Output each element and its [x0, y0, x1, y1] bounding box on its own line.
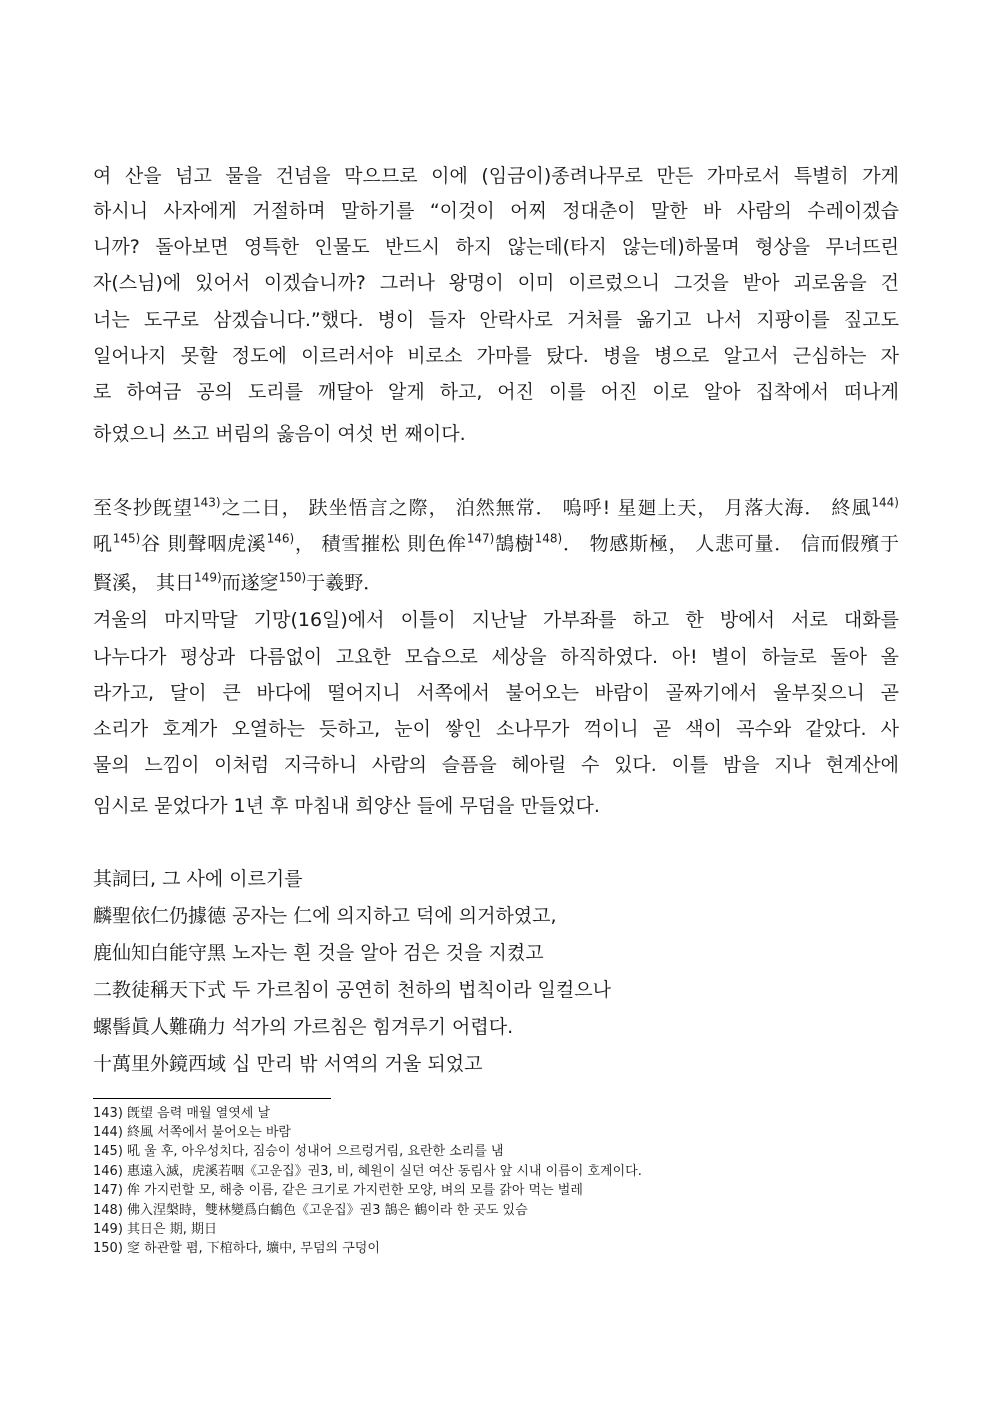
classical-text: 谷 則聲咽虎溪	[140, 533, 267, 555]
classical-text: ． 物感斯極， 人悲可量． 信而假殯于	[562, 533, 899, 555]
classical-text: 于羲野．	[306, 572, 383, 594]
footnote-ref[interactable]: 146)	[266, 531, 295, 546]
footnote-separator	[93, 1098, 331, 1099]
footnote: 146) 惠遠入滅，虎溪若咽《고운집》권3, 비, 혜원이 실던 여산 동림사 앞 시내 이름이 호계이다.	[93, 1164, 642, 1179]
footnote-ref[interactable]: 144)	[871, 495, 899, 510]
paragraph1-line: 일어나지 못할 정도에 이르러서야 비로소 가마를 탔다. 병을 병으로 알고서 근심하는 자	[93, 345, 899, 367]
footnote: 150) 窆 하관할 폄, 下棺하다, 壙中, 무덤의 구덩이	[93, 1241, 380, 1256]
paragraph2-line: 라가고, 달이 큰 바다에 떨어지니 서쪽에서 불어오는 바람이 골짜기에서 울부짖으니 곧	[93, 682, 899, 704]
classical-text: 賢溪， 其日	[93, 572, 195, 594]
paragraph1-line: 너는 도구로 삼겠습니다.”했다. 병이 들자 안락사로 거처를 옮기고 나서 지팡이를 짚고도	[93, 309, 899, 331]
classical-text: 吼	[93, 533, 113, 555]
footnote: 148) 佛入涅槃時，雙林變爲白鶴色《고운집》권3 鵠은 鶴이라 한 곳도 있슴	[93, 1203, 528, 1218]
footnote-ref[interactable]: 147)	[466, 531, 495, 546]
classical-text: ， 積雪摧松 則色侔	[294, 533, 467, 555]
poem-line: 鹿仙知白能守黑 노자는 흰 것을 알아 검은 것을 지켰고	[93, 942, 544, 964]
paragraph2-line: 물의 느낌이 이처럼 지극하니 사람의 슬픔을 헤아릴 수 있다. 이틀 밤을 지나 현계산에	[93, 754, 899, 776]
footnote: 145) 吼 울 후, 아우성치다, 짐승이 성내어 으르렁거림, 요란한 소리를 냄	[93, 1144, 504, 1159]
classical-text: 之二日， 趺坐悟言之際， 泊然無常． 嗚呼! 星廻上天， 月落大海． 終風	[220, 497, 872, 519]
footnote: 147) 侔 가지런할 모, 해충 이름, 같은 크기로 가지런한 모양, 벼의 모를 갉아 먹는 벌레	[93, 1183, 583, 1198]
classical-text: 而遂窆	[221, 572, 279, 594]
poem-line: 螺髻眞人難确力 석가의 가르침은 힘겨루기 어렵다.	[93, 1016, 514, 1038]
footnote-ref[interactable]: 145)	[112, 531, 141, 546]
poem-line: 十萬里外鏡西域 십 만리 밖 서역의 거울 되었고	[93, 1053, 483, 1075]
classical-text: 至冬抄旣望	[93, 497, 193, 519]
paragraph2-line: 임시로 묻었다가 1년 후 마침내 희양산 들에 무덤을 만들었다.	[93, 795, 600, 817]
footnote-ref[interactable]: 148)	[534, 531, 563, 546]
paragraph1-line: 자(스님)에 있어서 이겠습니까? 그러나 왕명이 이미 이르렀으니 그것을 받아 괴로움을 건	[93, 272, 899, 294]
classical-line	[93, 570, 899, 596]
paragraph1-line: 하였으니 쓰고 버림의 옳음이 여섯 번 째이다.	[93, 423, 466, 445]
footnote-ref[interactable]: 150)	[278, 570, 307, 585]
classical-line	[93, 495, 899, 521]
paragraph2-line: 겨울의 마지막달 기망(16일)에서 이틀이 지난날 가부좌를 하고 한 방에서 서로 대화를	[93, 609, 899, 631]
footnote: 149) 其日은 期, 期日	[93, 1222, 217, 1237]
footnote-ref[interactable]: 143)	[193, 495, 221, 510]
poem-line: 其詞曰, 그 사에 이르기를	[93, 868, 303, 890]
paragraph1-line: 하시니 사자에게 거절하며 말하기를 “이것이 어찌 정대춘이 말한 바 사람의 수레이겠습	[93, 200, 899, 222]
paragraph1-line: 니까? 돌아보면 영특한 인물도 반드시 하지 않는데(타지 않는데)하물며 형상을 무너뜨린	[93, 236, 899, 258]
classical-text: 鵠樹	[494, 533, 535, 555]
footnote: 143) 旣望 음력 매월 열엿세 날	[93, 1106, 271, 1121]
paragraph1-line: 로 하여금 공의 도리를 깨달아 알게 하고, 어진 이를 어진 이로 알아 집착에서 떠나게	[93, 381, 899, 403]
poem-line: 二教徒稱天下式 두 가르침이 공연히 천하의 법칙이라 일컬으나	[93, 979, 611, 1001]
paragraph2-line: 나누다가 평상과 다름없이 고요한 모습으로 세상을 하직하였다. 아! 별이 하늘로 돌아 올	[93, 646, 899, 668]
paragraph1-line: 여 산을 넘고 물을 건넘을 막으므로 이에 (임금이)종려나무로 만든 가마로서 특별히 가게	[93, 165, 899, 187]
classical-line	[93, 531, 899, 557]
poem-line: 麟聖依仁仍據德 공자는 仁에 의지하고 덕에 의거하였고,	[93, 905, 557, 927]
footnote-ref[interactable]: 149)	[194, 570, 222, 585]
paragraph2-line: 소리가 호계가 오열하는 듯하고, 눈이 쌓인 소나무가 꺽이니 곧 색이 곡수와 같았다. 사	[93, 718, 899, 740]
footnote: 144) 終風 서쪽에서 불어오는 바람	[93, 1125, 291, 1140]
